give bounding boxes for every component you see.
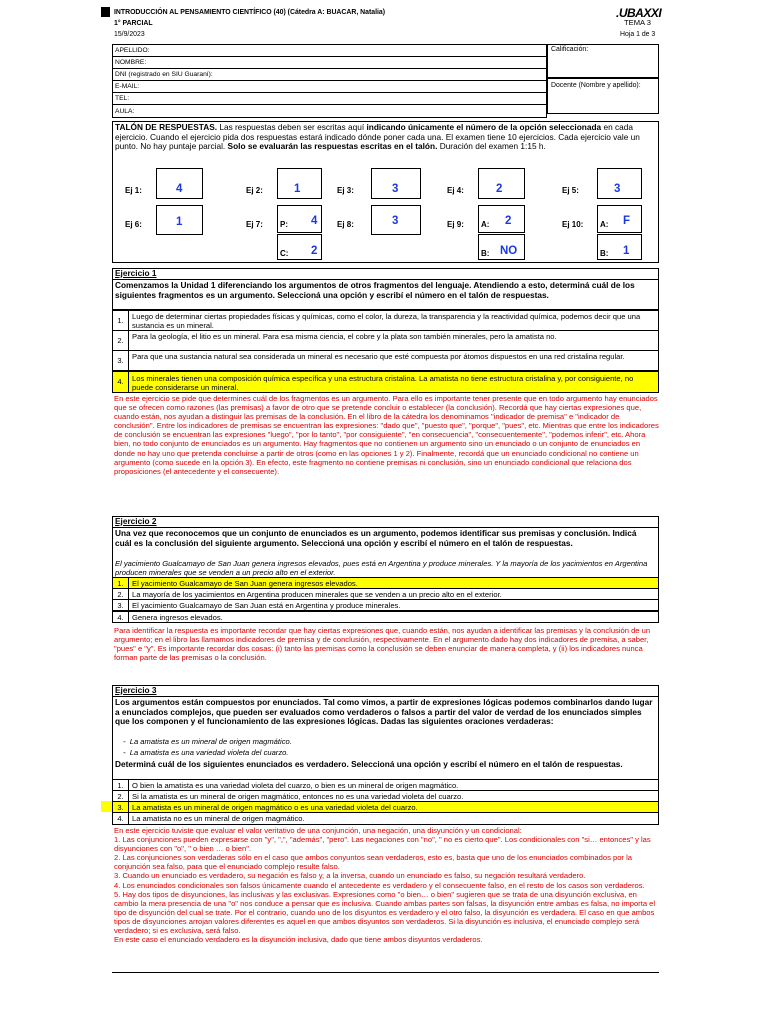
ej3-prompt-row: [112, 696, 659, 780]
ej2-argument: El yacimiento Gualcamayo de San Juan genera ingresos elevados, pues está en Argentina y produce minerales. Y la mayoría de los yacimientos en Argentina producen minerales que se venden a un precio alto en el exterior.: [115, 559, 648, 578]
talon-text-2: indicando únicamente el número de la opción seleccionada: [366, 122, 602, 132]
talon-text-3: en cada ejercicio. Cuando el ejercicio pida dos respuestas estará indicado dónde poner cada una. El examen tiene 10 ejercicios. Cada ejercicio vale un punto. No hay puntaje parcial.: [115, 122, 640, 152]
bottom-divider: [112, 972, 659, 973]
ej5-answer-value: 3: [614, 183, 621, 195]
tema-label: TEMA 3: [624, 18, 652, 27]
ej3-explanation-line: 2. Las conjunciones son verdaderas sólo en el caso que ambos conyuntos sean verdaderos, esto es, basta que uno de los enunciados combinados por la conjunción sea falso, para que el enunciado complejo resulte falso.: [114, 853, 632, 872]
tel-field[interactable]: TEL:: [113, 93, 547, 105]
option-text: Para que una sustancia natural sea considerada un mineral es necesario que esté compuesta por átomos dispuestos en una red cristalina regular.: [132, 352, 625, 361]
ej9-a-value: 2: [505, 215, 512, 227]
ej3-explanation: [114, 826, 659, 944]
ej1-prompt: Comenzamos la Unidad 1 diferenciando los argumentos de otros fragmentos del lenguaje. Atendiendo a esto, determiná cuál de los siguientes fragmentos es un argumento. Seleccioná una opción y escribí el número en el talón de respuestas.: [115, 280, 635, 300]
ej3-bullet-2-text: La amatista es una variedad violeta del cuarzo.: [129, 748, 289, 757]
ej7-p-value: 4: [311, 215, 318, 227]
ej10-a-value: F: [623, 215, 631, 227]
ej3-explanation-line: 5. Hay dos tipos de disyunciones, las inclusivas y las exclusivas. Expresiones como "o bien… o bien" sugieren que se trata de una disyunción exclusiva, en cambio la mera presencia de una "o" nos conduce a pensar que es inclusiva. Cuando ambas partes son falsas, la disyunción entre ambas es falsa, no importa el tipo de disyunción del cual se trate. Por el contrario, cuando uno de los disyuntos es verdadero y el otro falso, la disyunción es verdadera. El caso en que ambos tipos de disyunciones arrojan valores diferentes es aquel en que ambos disyuntos son verdaderos. Si la disyunción es inclusiva, el enunciado complejo será verdadero; si es exclusiva, será falso.: [114, 889, 656, 936]
ej6-answer-value: 1: [176, 216, 183, 228]
email-field[interactable]: E-MAIL:: [113, 81, 547, 93]
apellido-field[interactable]: APELLIDO:: [113, 45, 547, 57]
ej3-bullet-1-text: La amatista es un mineral de origen magmático.: [129, 737, 292, 746]
talon-instructions: [115, 123, 654, 152]
ej1-title: Ejercicio 1: [115, 268, 157, 278]
ej3-explanation-line: En este caso el enunciado verdadero es la disyunción inclusiva, dado que tiene ambos disyuntos verdaderos.: [114, 935, 483, 945]
ej8-answer-value: 3: [392, 215, 399, 227]
ej7-p-label: P:: [280, 220, 288, 229]
exam-date: 15/9/2023: [114, 31, 145, 38]
option-number: 1.: [113, 578, 129, 588]
option-text: Los minerales tienen una composición química específica y una estructura cristalina. La amatista no tiene estructura cristalina y, por consiguiente, no puede considerarse un mineral.: [132, 374, 634, 393]
ej10-b-label: B:: [600, 249, 609, 258]
ej3-option-4[interactable]: [112, 812, 659, 825]
ej1-option-3[interactable]: [112, 350, 659, 371]
ej9-b-label: B:: [481, 249, 490, 258]
ej8-label: Ej 8:: [337, 220, 354, 229]
nombre-field[interactable]: NOMBRE:: [113, 57, 547, 69]
ej4-label: Ej 4:: [447, 186, 464, 195]
option-number: 2.: [113, 331, 129, 350]
course-title: INTRODUCCIÓN AL PENSAMIENTO CIENTÍFICO (40) (Cátedra A: BUACAR, Natalia): [114, 9, 386, 16]
ej2-prompt: Una vez que reconocemos que un conjunto de enunciados es un argumento, podemos identificar sus premisas y conclusión. Indicá cuál es la conclusión del siguiente argumento. Seleccioná una opción y escribí el número en el talón de respuestas.: [115, 528, 637, 548]
option-text: Si la amatista es un mineral de origen magmático, entonces no es una variedad violeta del cuarzo.: [132, 792, 464, 801]
option-text: El yacimiento Gualcamayo de San Juan está en Argentina y produce minerales.: [132, 601, 401, 610]
ej2-answer-value: 1: [294, 183, 301, 195]
page-number: Hoja 1 de 3: [620, 31, 656, 38]
option-number: 4.: [113, 813, 129, 824]
ej3-prompt2: Determiná cuál de los siguientes enunciados es verdadero. Seleccioná una opción y escribí el número en el talón de respuestas.: [115, 759, 623, 769]
ej7-c-label: C:: [280, 249, 289, 258]
option-number: 1.: [113, 311, 129, 330]
option-number: 4.: [113, 612, 129, 622]
ej2-option-4[interactable]: [112, 611, 659, 623]
talon-title: TALÓN DE RESPUESTAS.: [115, 122, 218, 132]
ej9-b-value: NO: [500, 245, 518, 257]
ej1-option-2[interactable]: [112, 330, 659, 351]
ej1-answer-value: 4: [176, 183, 183, 195]
option-number: 4.: [113, 372, 129, 392]
option-text: La amatista no es un mineral de origen magmático.: [132, 814, 305, 823]
option-text: O bien la amatista es una variedad violeta del cuarzo, o bien es un mineral de origen magmático.: [132, 781, 459, 790]
aula-field[interactable]: AULA:: [113, 105, 547, 117]
calificacion-box[interactable]: [547, 44, 659, 78]
talon-text-5: Duración del examen 1:15 h.: [437, 141, 546, 152]
ej10-a-label: A:: [600, 220, 609, 229]
ej1-option-4-selected[interactable]: [112, 371, 659, 393]
ej4-answer-value: 2: [496, 183, 503, 195]
ej3-label: Ej 3:: [337, 186, 354, 195]
ej7-label: Ej 7:: [246, 220, 263, 229]
ej2-explanation: Para identificar la respuesta es importante recordar que hay ciertas expresiones que, cuando están, nos ayudan a identificar las premisas y la conclusión de un argumento; en el libro las llamamos indicadores de premisa y de conclusión, respectivamente. En el argumento dado hay dos indicadores de premisa, a saber, "pues" e "y". Es importante recordar dos cosas: (i) tanto las premisas como la conclusión se deben enunciar de manera completa, y (ii) los indicadores nunca forman parte de las premisas o la conclusión.: [114, 626, 651, 663]
option-text: El yacimiento Gualcamayo de San Juan genera ingresos elevados.: [132, 579, 358, 588]
option-text: La mayoría de los yacimientos en Argentina producen minerales que se venden a un precio alto en el exterior.: [132, 590, 502, 599]
ej3-title: Ejercicio 3: [115, 685, 157, 695]
ej2-title: Ejercicio 2: [115, 516, 157, 526]
option-number: 2.: [113, 589, 129, 599]
ej3-bullet-2: - La amatista es una variedad violeta del cuarzo.: [123, 748, 289, 757]
calificacion-label: Calificación:: [551, 46, 589, 53]
ej1-option-1[interactable]: [112, 310, 659, 331]
ej3-explanation-line: 4. Los enunciados condicionales son falsos únicamente cuando el antecedente es verdadero y el consecuente falso, en el resto de los casos son verdaderos.: [114, 880, 645, 890]
option-number: 2.: [113, 791, 129, 801]
dni-field[interactable]: DNI (registrado en SIU Guaraní):: [113, 69, 547, 81]
ej1-explanation: En este ejercicio se pide que determines cuál de los fragmentos es un argumento. Para ello es importante tener presente que en todo argumento hay enunciados que se ofrecen como razones (las premisas) a favor de otro que se pretende concluir o establecer (la conclusión). Recordá que hay ciertas expresiones que, cuando están, nos ayudan a distinguir las premisas de la conclusión. En el libro de la cátedra los denominamos "indicador de premisa" e "indicador de conclusión". Entre los indicadores de premisas se encuentran las expresiones: "dado que", "puesto que", "porque", "pues", etc. Mientras que entre los indicadores de conclusión se encuentran las expresiones "luego", "por lo tanto", "por consiguiente", "en consecuencia", "consecuentemente", "podemos inferir", etc. Ahora bien, no todo conjunto de enunciados es un argumento. Hay fragmentos que no contienen un argumento sino un enunciado o un conjunto de enunciados en donde no hay uno que pretenda concluirse a partir de otros (como en las opciones 1 y 2). Finalmente, recordá que un enunciado condicional no contiene un argumento (como sucede en la opción 3). En efecto, este fragmento no contiene premisas ni conclusión, sino un enunciado condicional que relaciona dos proposiciones (el antecedente y el consecuente).: [114, 394, 659, 476]
talon-text-1: Las respuestas deben ser escritas aquí: [217, 122, 367, 132]
option-number: 1.: [113, 780, 129, 790]
ej2-option-3[interactable]: [112, 599, 659, 611]
docente-box[interactable]: [547, 78, 659, 114]
ej9-a-label: A:: [481, 220, 490, 229]
ej3-explanation-line: 1. Las conjunciones pueden expresarse con "y", ",", "además", "pero". Las negaciones con "no", " no es cierto que". Los condicionales con "si… entonces" y las disyunciones con "o", " o bien … o bien".: [114, 835, 651, 854]
ej5-label: Ej 5:: [562, 186, 579, 195]
ej1-label: Ej 1:: [125, 186, 142, 195]
ej1-prompt-row: [112, 279, 659, 310]
ej3-bullet-1: - La amatista es un mineral de origen magmático.: [123, 737, 292, 746]
ej2-prompt-row: [112, 527, 659, 578]
ej3-answer-value: 3: [392, 183, 399, 195]
uba-logo: .UBAXXI: [616, 6, 662, 20]
option-text: Luego de determinar ciertas propiedades físicas y químicas, como el color, la dureza, la transparencia y la reactividad química, podemos decir que una sustancia es un mineral.: [132, 312, 641, 331]
ej3-explanation-line: En este ejercicio tuviste que evaluar el valor veritativo de una conjunción, una negación, una disyunción y un condicional:: [114, 826, 522, 835]
option-number: 3.: [113, 802, 129, 812]
ej6-label: Ej 6:: [125, 220, 142, 229]
option-text: Para la geología, el litio es un mineral. Para esa misma ciencia, el cobre y la plata son también minerales, pero la amatista no.: [132, 332, 557, 341]
student-id-table: [112, 44, 547, 118]
ej10-b-value: 1: [623, 245, 630, 257]
option-number: 3.: [113, 351, 129, 370]
docente-label: Docente (Nombre y apellido):: [551, 82, 641, 89]
ej7-c-value: 2: [311, 245, 318, 257]
ej3-prompt: Los argumentos están compuestos por enunciados. Tal como vimos, a partir de expresiones lógicas podemos combinarlos dando lugar a enunciados complejos, que pueden ser evaluados como verdaderos o falsos a partir del valor de verdad de los enunciados simples que los componen y el funcionamiento de las expresiones lógicas. Dadas las siguientes oraciones verdaderas:: [115, 697, 653, 727]
ej9-label: Ej 9:: [447, 220, 464, 229]
option-text: La amatista es un mineral de origen magmático o es una variedad violeta del cuarzo.: [132, 803, 418, 812]
option-number: 3.: [113, 600, 129, 610]
header-square-icon: [101, 7, 110, 17]
ej10-label: Ej 10:: [562, 220, 584, 229]
exam-title: 1° PARCIAL: [114, 20, 153, 27]
talon-text-4: Solo se evaluarán las respuestas escritas en el talón.: [227, 141, 438, 152]
option-text: Genera ingresos elevados.: [132, 613, 223, 622]
ej2-label: Ej 2:: [246, 186, 263, 195]
ej3-explanation-line: 3. Cuando un enunciado es verdadero, su negación es falso y, a la inversa, cuando un enunciado es falso, su negación resultará verdadero.: [114, 871, 586, 881]
